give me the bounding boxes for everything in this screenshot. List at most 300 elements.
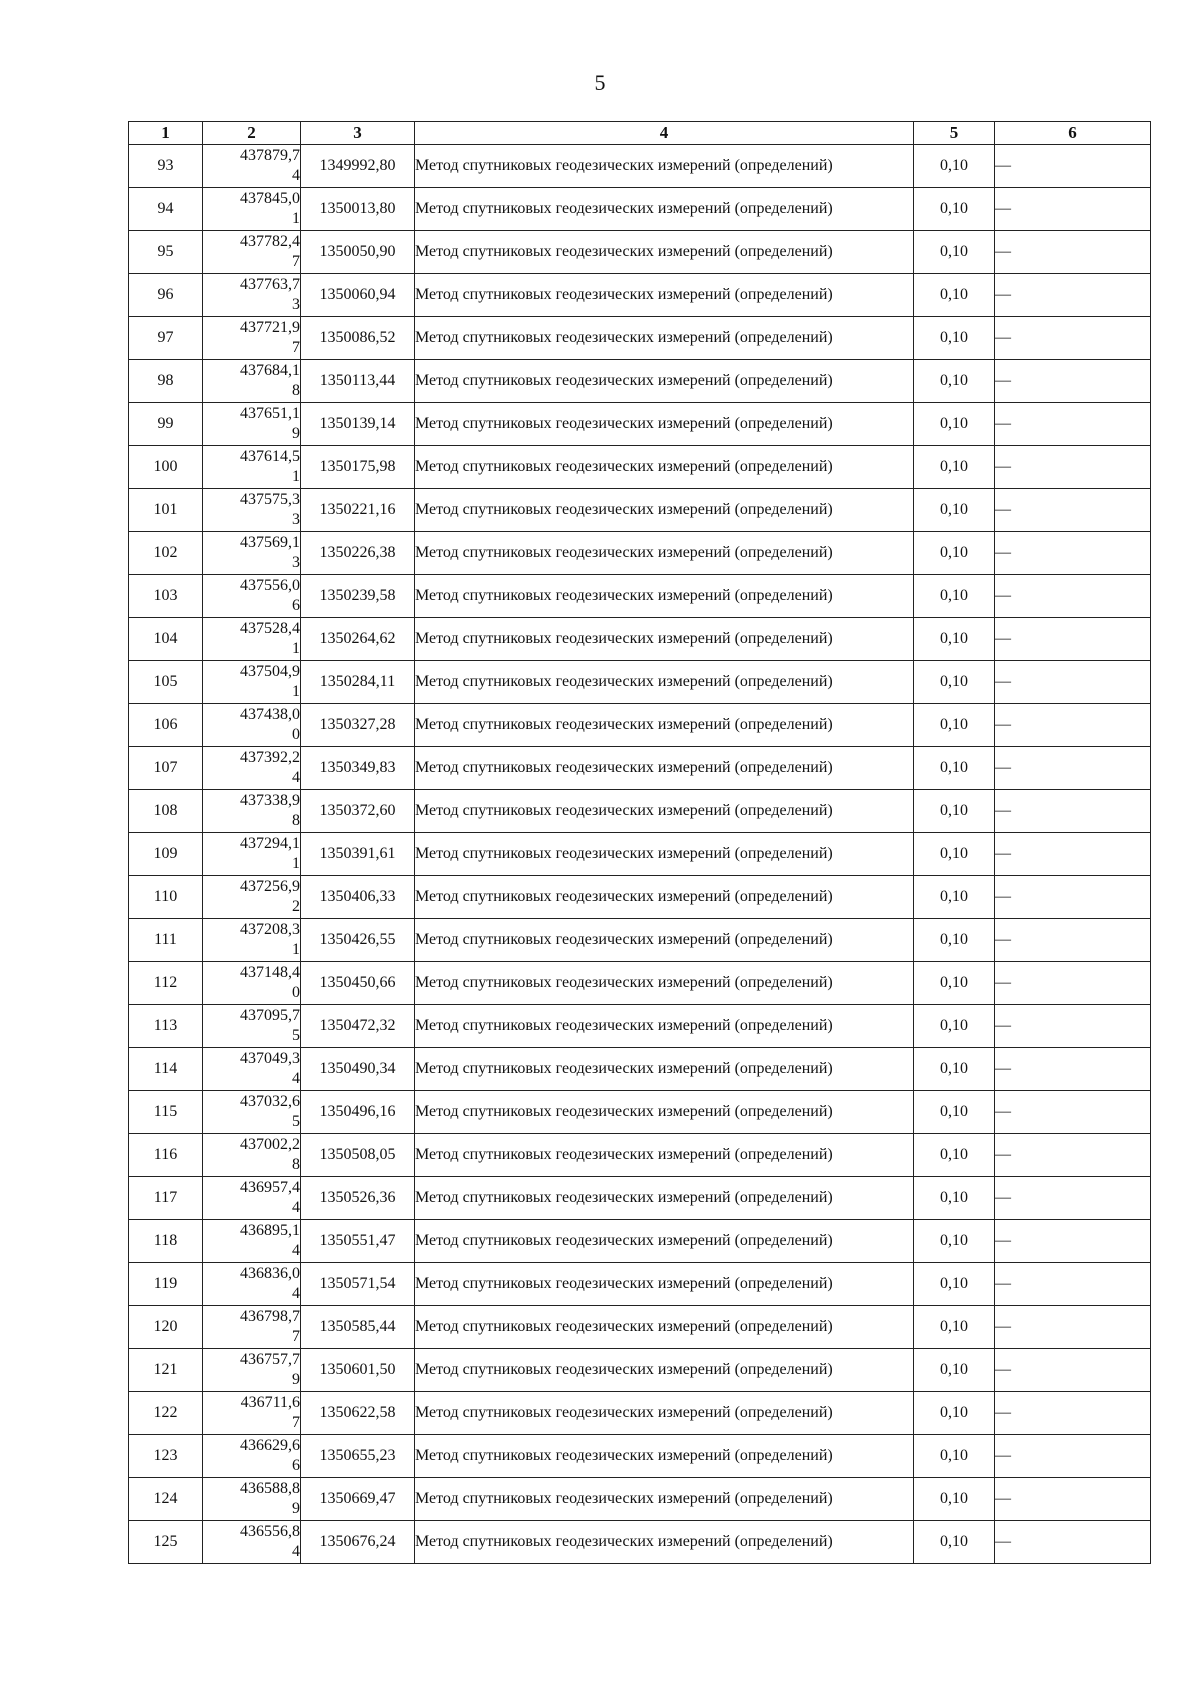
accuracy-value: 0,10 — [914, 274, 995, 317]
x-coordinate — [203, 1005, 301, 1048]
table-row — [129, 1435, 1151, 1478]
x-coordinate — [203, 704, 301, 747]
table-row — [129, 962, 1151, 1005]
y-coordinate: 1350676,24 — [301, 1521, 415, 1564]
note-cell: — — [995, 575, 1151, 618]
x-coordinate-main: 436798,7 — [240, 1308, 300, 1325]
method-description: Метод спутниковых геодезических измерений (определений) — [415, 231, 914, 274]
note-cell: — — [995, 661, 1151, 704]
table-row — [129, 833, 1151, 876]
method-description: Метод спутниковых геодезических измерений (определений) — [415, 1091, 914, 1134]
x-coordinate — [203, 747, 301, 790]
accuracy-value: 0,10 — [914, 145, 995, 188]
y-coordinate: 1350472,32 — [301, 1005, 415, 1048]
y-coordinate: 1350622,58 — [301, 1392, 415, 1435]
x-coordinate — [203, 1392, 301, 1435]
x-coordinate-main: 437438,0 — [240, 706, 300, 723]
y-coordinate: 1350508,05 — [301, 1134, 415, 1177]
x-coordinate-main: 437528,4 — [240, 620, 300, 637]
note-cell: — — [995, 274, 1151, 317]
accuracy-value: 0,10 — [914, 489, 995, 532]
x-coordinate-main: 437392,2 — [240, 749, 300, 766]
accuracy-value: 0,10 — [914, 962, 995, 1005]
table-row — [129, 919, 1151, 962]
x-coordinate-main: 437575,3 — [240, 491, 300, 508]
method-description: Метод спутниковых геодезических измерений (определений) — [415, 919, 914, 962]
x-coordinate-main: 437256,9 — [240, 878, 300, 895]
y-coordinate: 1350450,66 — [301, 962, 415, 1005]
x-coordinate — [203, 1048, 301, 1091]
x-coordinate-tail: 8 — [292, 382, 300, 399]
x-coordinate-tail: 7 — [292, 1328, 300, 1345]
table-row — [129, 1263, 1151, 1306]
note-cell: — — [995, 446, 1151, 489]
note-cell: — — [995, 145, 1151, 188]
note-cell: — — [995, 1220, 1151, 1263]
method-description: Метод спутниковых геодезических измерений (определений) — [415, 618, 914, 661]
table-row — [129, 317, 1151, 360]
point-number: 100 — [129, 446, 203, 489]
table-row — [129, 1177, 1151, 1220]
x-coordinate-tail: 4 — [292, 1242, 300, 1259]
note-cell: — — [995, 1263, 1151, 1306]
point-number: 106 — [129, 704, 203, 747]
x-coordinate — [203, 962, 301, 1005]
point-number: 125 — [129, 1521, 203, 1564]
method-description: Метод спутниковых геодезических измерений (определений) — [415, 274, 914, 317]
method-description: Метод спутниковых геодезических измерений (определений) — [415, 1134, 914, 1177]
method-description: Метод спутниковых геодезических измерений (определений) — [415, 876, 914, 919]
point-number: 113 — [129, 1005, 203, 1048]
table-row — [129, 1005, 1151, 1048]
point-number: 119 — [129, 1263, 203, 1306]
x-coordinate-main: 437763,7 — [240, 276, 300, 293]
point-number: 112 — [129, 962, 203, 1005]
note-cell: — — [995, 919, 1151, 962]
point-number: 123 — [129, 1435, 203, 1478]
x-coordinate — [203, 360, 301, 403]
x-coordinate-main: 436556,8 — [240, 1523, 300, 1540]
x-coordinate-main: 437338,9 — [240, 792, 300, 809]
accuracy-value: 0,10 — [914, 1478, 995, 1521]
x-coordinate — [203, 317, 301, 360]
table-row — [129, 876, 1151, 919]
point-number: 114 — [129, 1048, 203, 1091]
x-coordinate-main: 436711,6 — [240, 1394, 300, 1411]
table-row — [129, 704, 1151, 747]
accuracy-value: 0,10 — [914, 1521, 995, 1564]
x-coordinate — [203, 1306, 301, 1349]
header-row — [129, 122, 1151, 145]
note-cell: — — [995, 489, 1151, 532]
method-description: Метод спутниковых геодезических измерений (определений) — [415, 145, 914, 188]
note-cell: — — [995, 962, 1151, 1005]
table-row — [129, 231, 1151, 274]
point-number: 109 — [129, 833, 203, 876]
table-row — [129, 1306, 1151, 1349]
accuracy-value: 0,10 — [914, 1134, 995, 1177]
x-coordinate-main: 436895,1 — [240, 1222, 300, 1239]
x-coordinate — [203, 188, 301, 231]
x-coordinate — [203, 1349, 301, 1392]
accuracy-value: 0,10 — [914, 231, 995, 274]
y-coordinate: 1350086,52 — [301, 317, 415, 360]
x-coordinate — [203, 231, 301, 274]
x-coordinate — [203, 661, 301, 704]
accuracy-value: 0,10 — [914, 1435, 995, 1478]
point-number: 116 — [129, 1134, 203, 1177]
table-body — [129, 145, 1151, 1564]
table-header — [129, 122, 1151, 145]
x-coordinate — [203, 919, 301, 962]
method-description: Метод спутниковых геодезических измерений (определений) — [415, 1478, 914, 1521]
x-coordinate-tail: 1 — [292, 640, 300, 657]
point-number: 96 — [129, 274, 203, 317]
note-cell: — — [995, 1005, 1151, 1048]
method-description: Метод спутниковых геодезических измерений (определений) — [415, 1435, 914, 1478]
method-description: Метод спутниковых геодезических измерений (определений) — [415, 403, 914, 446]
y-coordinate: 1350327,28 — [301, 704, 415, 747]
method-description: Метод спутниковых геодезических измерений (определений) — [415, 446, 914, 489]
note-cell: — — [995, 876, 1151, 919]
x-coordinate — [203, 1177, 301, 1220]
table-row — [129, 446, 1151, 489]
x-coordinate-main: 437208,3 — [240, 921, 300, 938]
method-description: Метод спутниковых геодезических измерений (определений) — [415, 1220, 914, 1263]
method-description: Метод спутниковых геодезических измерений (определений) — [415, 747, 914, 790]
x-coordinate — [203, 145, 301, 188]
x-coordinate-tail: 0 — [292, 984, 300, 1001]
x-coordinate — [203, 876, 301, 919]
x-coordinate-main: 437879,7 — [240, 147, 300, 164]
y-coordinate: 1349992,80 — [301, 145, 415, 188]
x-coordinate-main: 437651,1 — [240, 405, 300, 422]
y-coordinate: 1350221,16 — [301, 489, 415, 532]
x-coordinate — [203, 1134, 301, 1177]
point-number: 104 — [129, 618, 203, 661]
table-row — [129, 1349, 1151, 1392]
x-coordinate-tail: 7 — [292, 1414, 300, 1431]
point-number: 118 — [129, 1220, 203, 1263]
method-description: Метод спутниковых геодезических измерений (определений) — [415, 1521, 914, 1564]
y-coordinate: 1350426,55 — [301, 919, 415, 962]
note-cell: — — [995, 1091, 1151, 1134]
method-description: Метод спутниковых геодезических измерений (определений) — [415, 360, 914, 403]
table-row — [129, 1521, 1151, 1564]
x-coordinate — [203, 575, 301, 618]
x-coordinate — [203, 1263, 301, 1306]
note-cell: — — [995, 747, 1151, 790]
accuracy-value: 0,10 — [914, 618, 995, 661]
point-number: 98 — [129, 360, 203, 403]
x-coordinate — [203, 274, 301, 317]
point-number: 95 — [129, 231, 203, 274]
y-coordinate: 1350391,61 — [301, 833, 415, 876]
x-coordinate-tail: 4 — [292, 1543, 300, 1560]
y-coordinate: 1350139,14 — [301, 403, 415, 446]
table-row — [129, 489, 1151, 532]
note-cell: — — [995, 1048, 1151, 1091]
x-coordinate — [203, 1478, 301, 1521]
note-cell: — — [995, 833, 1151, 876]
x-coordinate-main: 437782,4 — [240, 233, 300, 250]
point-number: 101 — [129, 489, 203, 532]
accuracy-value: 0,10 — [914, 1005, 995, 1048]
x-coordinate-main: 437002,2 — [240, 1136, 300, 1153]
x-coordinate — [203, 1220, 301, 1263]
method-description: Метод спутниковых геодезических измерений (определений) — [415, 1306, 914, 1349]
y-coordinate: 1350490,34 — [301, 1048, 415, 1091]
x-coordinate-tail: 3 — [292, 554, 300, 571]
y-coordinate: 1350372,60 — [301, 790, 415, 833]
accuracy-value: 0,10 — [914, 704, 995, 747]
y-coordinate: 1350060,94 — [301, 274, 415, 317]
x-coordinate-tail: 9 — [292, 1500, 300, 1517]
method-description: Метод спутниковых геодезических измерений (определений) — [415, 661, 914, 704]
point-number: 105 — [129, 661, 203, 704]
note-cell: — — [995, 1134, 1151, 1177]
table-row — [129, 532, 1151, 575]
table-row — [129, 1048, 1151, 1091]
y-coordinate: 1350013,80 — [301, 188, 415, 231]
table-row — [129, 145, 1151, 188]
point-number: 120 — [129, 1306, 203, 1349]
x-coordinate-tail: 8 — [292, 1156, 300, 1173]
table-row — [129, 790, 1151, 833]
x-coordinate-main: 436757,7 — [240, 1351, 300, 1368]
accuracy-value: 0,10 — [914, 1220, 995, 1263]
x-coordinate — [203, 618, 301, 661]
note-cell: — — [995, 1435, 1151, 1478]
method-description: Метод спутниковых геодезических измерений (определений) — [415, 833, 914, 876]
y-coordinate: 1350175,98 — [301, 446, 415, 489]
x-coordinate-tail: 1 — [292, 683, 300, 700]
accuracy-value: 0,10 — [914, 876, 995, 919]
accuracy-value: 0,10 — [914, 1177, 995, 1220]
y-coordinate: 1350050,90 — [301, 231, 415, 274]
accuracy-value: 0,10 — [914, 403, 995, 446]
x-coordinate-main: 437684,1 — [240, 362, 300, 379]
x-coordinate-main: 437614,5 — [240, 448, 300, 465]
table-row — [129, 1220, 1151, 1263]
method-description: Метод спутниковых геодезических измерений (определений) — [415, 790, 914, 833]
coordinates-table — [128, 121, 1151, 1564]
method-description: Метод спутниковых геодезических измерений (определений) — [415, 1177, 914, 1220]
y-coordinate: 1350496,16 — [301, 1091, 415, 1134]
note-cell: — — [995, 1521, 1151, 1564]
point-number: 97 — [129, 317, 203, 360]
x-coordinate — [203, 446, 301, 489]
header-col-5: 5 — [914, 122, 995, 145]
accuracy-value: 0,10 — [914, 833, 995, 876]
x-coordinate-main: 437095,7 — [240, 1007, 300, 1024]
point-number: 107 — [129, 747, 203, 790]
table-row — [129, 747, 1151, 790]
accuracy-value: 0,10 — [914, 1048, 995, 1091]
accuracy-value: 0,10 — [914, 360, 995, 403]
table-row — [129, 575, 1151, 618]
accuracy-value: 0,10 — [914, 1263, 995, 1306]
table-row — [129, 1134, 1151, 1177]
table-row — [129, 1392, 1151, 1435]
x-coordinate-tail: 4 — [292, 1070, 300, 1087]
table-row — [129, 618, 1151, 661]
y-coordinate: 1350571,54 — [301, 1263, 415, 1306]
table-row — [129, 1478, 1151, 1521]
note-cell: — — [995, 704, 1151, 747]
point-number: 122 — [129, 1392, 203, 1435]
note-cell: — — [995, 1306, 1151, 1349]
point-number: 110 — [129, 876, 203, 919]
method-description: Метод спутниковых геодезических измерений (определений) — [415, 188, 914, 231]
point-number: 99 — [129, 403, 203, 446]
header-col-1: 1 — [129, 122, 203, 145]
y-coordinate: 1350601,50 — [301, 1349, 415, 1392]
x-coordinate-tail: 4 — [292, 769, 300, 786]
x-coordinate — [203, 489, 301, 532]
accuracy-value: 0,10 — [914, 188, 995, 231]
x-coordinate-tail: 5 — [292, 1027, 300, 1044]
header-col-6: 6 — [995, 122, 1151, 145]
table-row — [129, 188, 1151, 231]
x-coordinate — [203, 1091, 301, 1134]
x-coordinate-tail: 6 — [292, 1457, 300, 1474]
point-number: 108 — [129, 790, 203, 833]
method-description: Метод спутниковых геодезических измерений (определений) — [415, 1263, 914, 1306]
y-coordinate: 1350669,47 — [301, 1478, 415, 1521]
y-coordinate: 1350406,33 — [301, 876, 415, 919]
x-coordinate-main: 437845,0 — [240, 190, 300, 207]
point-number: 103 — [129, 575, 203, 618]
x-coordinate-tail: 5 — [292, 1113, 300, 1130]
x-coordinate-tail: 1 — [292, 855, 300, 872]
table-row — [129, 1091, 1151, 1134]
header-col-4: 4 — [415, 122, 914, 145]
x-coordinate-tail: 0 — [292, 726, 300, 743]
header-col-3: 3 — [301, 122, 415, 145]
page-number: 5 — [594, 70, 606, 95]
x-coordinate-main: 437504,9 — [240, 663, 300, 680]
note-cell: — — [995, 1177, 1151, 1220]
accuracy-value: 0,10 — [914, 747, 995, 790]
method-description: Метод спутниковых геодезических измерений (определений) — [415, 489, 914, 532]
table-row — [129, 403, 1151, 446]
y-coordinate: 1350226,38 — [301, 532, 415, 575]
y-coordinate: 1350551,47 — [301, 1220, 415, 1263]
x-coordinate-tail: 7 — [292, 339, 300, 356]
x-coordinate-main: 436588,8 — [240, 1480, 300, 1497]
y-coordinate: 1350284,11 — [301, 661, 415, 704]
x-coordinate-tail: 3 — [292, 296, 300, 313]
accuracy-value: 0,10 — [914, 446, 995, 489]
point-number: 93 — [129, 145, 203, 188]
point-number: 111 — [129, 919, 203, 962]
x-coordinate-tail: 1 — [292, 468, 300, 485]
accuracy-value: 0,10 — [914, 532, 995, 575]
note-cell: — — [995, 231, 1151, 274]
accuracy-value: 0,10 — [914, 790, 995, 833]
table-row — [129, 360, 1151, 403]
x-coordinate — [203, 1521, 301, 1564]
accuracy-value: 0,10 — [914, 919, 995, 962]
method-description: Метод спутниковых геодезических измерений (определений) — [415, 1349, 914, 1392]
y-coordinate: 1350526,36 — [301, 1177, 415, 1220]
accuracy-value: 0,10 — [914, 1091, 995, 1134]
note-cell: — — [995, 618, 1151, 661]
accuracy-value: 0,10 — [914, 1306, 995, 1349]
x-coordinate-main: 437556,0 — [240, 577, 300, 594]
x-coordinate-main: 436836,0 — [240, 1265, 300, 1282]
accuracy-value: 0,10 — [914, 1349, 995, 1392]
point-number: 102 — [129, 532, 203, 575]
x-coordinate-main: 437148,4 — [240, 964, 300, 981]
table-row — [129, 661, 1151, 704]
method-description: Метод спутниковых геодезических измерений (определений) — [415, 317, 914, 360]
x-coordinate-tail: 4 — [292, 1285, 300, 1302]
x-coordinate-tail: 3 — [292, 511, 300, 528]
x-coordinate-tail: 8 — [292, 812, 300, 829]
y-coordinate: 1350239,58 — [301, 575, 415, 618]
x-coordinate — [203, 790, 301, 833]
y-coordinate: 1350655,23 — [301, 1435, 415, 1478]
x-coordinate — [203, 833, 301, 876]
note-cell: — — [995, 790, 1151, 833]
note-cell: — — [995, 1478, 1151, 1521]
accuracy-value: 0,10 — [914, 661, 995, 704]
x-coordinate-tail: 1 — [292, 941, 300, 958]
y-coordinate: 1350585,44 — [301, 1306, 415, 1349]
x-coordinate-main: 437294,1 — [240, 835, 300, 852]
method-description: Метод спутниковых геодезических измерений (определений) — [415, 1392, 914, 1435]
note-cell: — — [995, 1392, 1151, 1435]
x-coordinate-main: 437032,6 — [240, 1093, 300, 1110]
x-coordinate-tail: 6 — [292, 597, 300, 614]
accuracy-value: 0,10 — [914, 317, 995, 360]
note-cell: — — [995, 1349, 1151, 1392]
x-coordinate-main: 437049,3 — [240, 1050, 300, 1067]
x-coordinate-tail: 4 — [292, 167, 300, 184]
point-number: 115 — [129, 1091, 203, 1134]
method-description: Метод спутниковых геодезических измерений (определений) — [415, 962, 914, 1005]
method-description: Метод спутниковых геодезических измерений (определений) — [415, 575, 914, 618]
x-coordinate-tail: 1 — [292, 210, 300, 227]
method-description: Метод спутниковых геодезических измерений (определений) — [415, 1048, 914, 1091]
note-cell: — — [995, 188, 1151, 231]
y-coordinate: 1350113,44 — [301, 360, 415, 403]
point-number: 121 — [129, 1349, 203, 1392]
x-coordinate-main: 436957,4 — [240, 1179, 300, 1196]
y-coordinate: 1350264,62 — [301, 618, 415, 661]
note-cell: — — [995, 532, 1151, 575]
x-coordinate-tail: 7 — [292, 253, 300, 270]
point-number: 117 — [129, 1177, 203, 1220]
x-coordinate-tail: 9 — [292, 425, 300, 442]
method-description: Метод спутниковых геодезических измерений (определений) — [415, 704, 914, 747]
note-cell: — — [995, 317, 1151, 360]
note-cell: — — [995, 403, 1151, 446]
point-number: 94 — [129, 188, 203, 231]
table-row — [129, 274, 1151, 317]
method-description: Метод спутниковых геодезических измерений (определений) — [415, 1005, 914, 1048]
x-coordinate-main: 437721,9 — [240, 319, 300, 336]
x-coordinate-main: 436629,6 — [240, 1437, 300, 1454]
x-coordinate — [203, 403, 301, 446]
x-coordinate — [203, 1435, 301, 1478]
y-coordinate: 1350349,83 — [301, 747, 415, 790]
x-coordinate-tail: 4 — [292, 1199, 300, 1216]
header-col-2: 2 — [203, 122, 301, 145]
x-coordinate-tail: 2 — [292, 898, 300, 915]
